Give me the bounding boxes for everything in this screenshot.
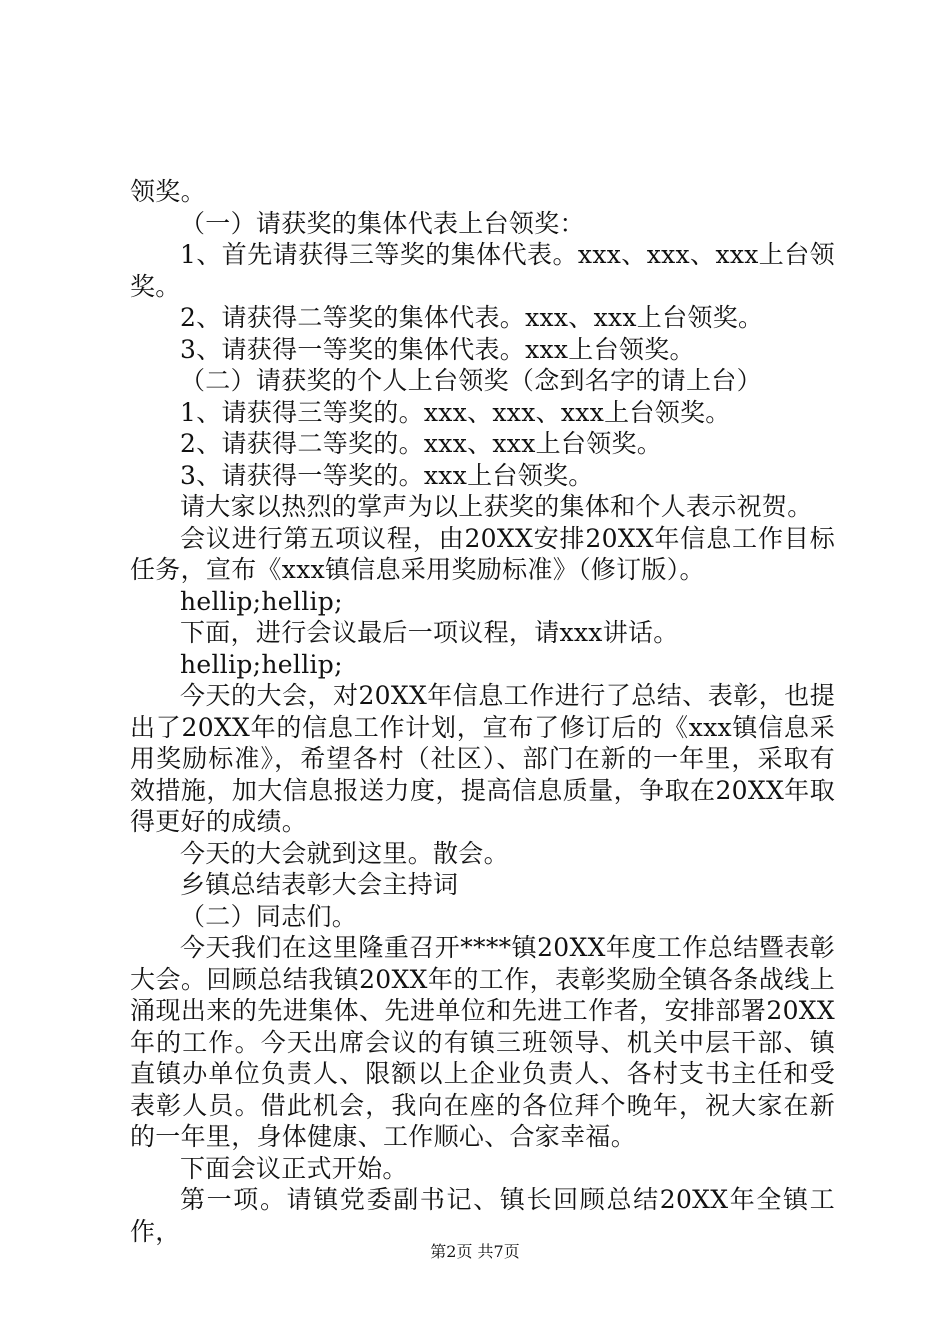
paragraph-9: 3、请获得一等奖的。xxx上台领奖。	[180, 460, 594, 490]
paragraph-20: 下面会议正式开始。	[180, 1153, 408, 1183]
paragraph-5: 3、请获得一等奖的集体代表。xxx上台领奖。	[180, 334, 695, 364]
paragraph-3: 1、首先请获得三等奖的集体代表。xxx、xxx、xxx上台领奖。	[130, 240, 835, 301]
paragraph-2: （一）请获奖的集体代表上台领奖：	[180, 208, 585, 238]
paragraph-12: hellip;hellip;	[180, 586, 343, 616]
paragraph-1: 领奖。	[130, 177, 206, 206]
document-body	[130, 176, 835, 1247]
paragraph-13: 下面，进行会议最后一项议程，请xxx讲话。	[180, 618, 679, 647]
paragraph-10: 请大家以热烈的掌声为以上获奖的集体和个人表示祝贺。	[180, 492, 813, 521]
paragraph-19: 今天我们在这里隆重召开****镇20XX年度工作总结暨表彰大会。回顾总结我镇20XX年的工作，表彰奖励全镇各条战线上涌现出来的先进集体、先进单位和先进工作者，安排部署20XX年的工作。今天出席会议的有镇三班领导、机关中层干部、镇直镇办单位负责人、限额以上企业负责人、各村支书主任和受表彰人员。借此机会，我向在座的各位拜个晚年，祝大家在新的一年里，身体健康、工作顺心、合家幸福。	[130, 933, 835, 1151]
paragraph-4: 2、请获得二等奖的集体代表。xxx、xxx上台领奖。	[180, 303, 764, 332]
paragraph-7: 1、请获得三等奖的。xxx、xxx、xxx上台领奖。	[180, 397, 731, 427]
paragraph-11: 会议进行第五项议程，由20XX安排20XX年信息工作目标任务，宣布《xxx镇信息采用奖励标准》（修订版）。	[130, 523, 835, 584]
paragraph-6: （二）请获奖的个人上台领奖（念到名字的请上台）	[180, 366, 762, 395]
paragraph-8: 2、请获得二等奖的。xxx、xxx上台领奖。	[180, 429, 663, 458]
paragraph-16: 今天的大会就到这里。散会。	[180, 838, 509, 868]
paragraph-18: （二）同志们。	[180, 901, 358, 931]
paragraph-14: hellip;hellip;	[180, 649, 343, 679]
paragraph-15: 今天的大会，对20XX年信息工作进行了总结、表彰，也提出了20XX年的信息工作计划，宣布了修订后的《xxx镇信息采用奖励标准》，希望各村（社区）、部门在新的一年里，采取有效措施，加大信息报送力度，提高信息质量，争取在20XX年取得更好的成绩。	[130, 681, 835, 836]
paragraph-17: 乡镇总结表彰大会主持词	[180, 870, 459, 899]
paragraph-21: 第一项。请镇党委副书记、镇长回顾总结20XX年全镇工作，	[130, 1185, 835, 1246]
page-number-footer: 第2页 共7页	[430, 1242, 520, 1261]
